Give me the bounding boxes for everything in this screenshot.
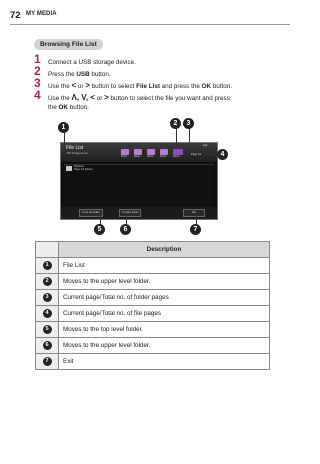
page-number: 72 (10, 10, 21, 21)
step-number: 1 (34, 52, 41, 66)
right-arrow-icon: > (104, 93, 109, 102)
row-badge: 6 (43, 341, 52, 350)
file-list-screen (60, 142, 218, 220)
callout-line (176, 128, 177, 144)
file-item[interactable]: MyMusic Page 1/1 (folder) (74, 165, 93, 171)
callout-6: 6 (120, 224, 131, 235)
table-row (36, 290, 270, 306)
step-number: 4 (34, 88, 41, 102)
callout-7: 7 (190, 224, 201, 235)
row-badge: 3 (43, 293, 52, 302)
row-badge: 7 (43, 357, 52, 366)
row-badge: 2 (43, 277, 52, 286)
left-arrow-icon: < (71, 81, 77, 90)
row-description: Moves to the top level folder. (59, 322, 270, 338)
table-row (36, 258, 270, 274)
table-row (36, 338, 270, 354)
table-header-row (36, 242, 270, 258)
table-row (36, 274, 270, 290)
callout-line (64, 132, 65, 144)
tab-label: Photo (121, 156, 128, 158)
row-badge: 1 (43, 261, 52, 270)
table-row (36, 306, 270, 322)
tab-icon[interactable] (121, 149, 129, 155)
row-description: Current page/Total no. of folder pages (59, 290, 270, 306)
tab-label: Folder (173, 156, 180, 158)
top-folder-button[interactable]: To the Top Folder (79, 209, 103, 217)
header-divider (10, 24, 290, 25)
section-heading: Browsing File List (34, 39, 103, 50)
section-title: MY MEDIA (26, 11, 57, 17)
callout-1: 1 (58, 122, 69, 133)
tab-label: Music (134, 156, 140, 158)
tab-icon[interactable] (160, 149, 168, 155)
folder-icon[interactable] (66, 166, 72, 171)
table-row (36, 322, 270, 338)
row-badge: 4 (43, 309, 52, 318)
file-page-counter: Page 1/1 (191, 153, 202, 156)
description-table (35, 241, 270, 370)
screen-title: File List (66, 145, 84, 151)
callout-4: 4 (217, 149, 228, 160)
tab-icon[interactable] (134, 149, 142, 155)
callout-3: 3 (183, 118, 194, 129)
folder-tab-icon[interactable] (173, 149, 183, 155)
row-badge: 5 (43, 325, 52, 334)
step-text: Connect a USB storage device. (48, 59, 136, 66)
step-text: Use the < or > button to select File List and press the OK button. (48, 81, 233, 90)
tab-label: Photo (160, 156, 167, 158)
table-row (36, 354, 270, 370)
exit-label[interactable]: Exit (203, 144, 208, 147)
callout-line (189, 128, 190, 142)
row-description: Moves to the upper level folder. (59, 338, 270, 354)
upper-folder-button[interactable]: To Upper Folder (119, 209, 141, 217)
tab-icon[interactable] (147, 149, 155, 155)
row-description: Exit (59, 354, 270, 370)
callout-5: 5 (94, 224, 105, 235)
step-number: 2 (34, 64, 41, 78)
table-header: Description (59, 242, 270, 258)
step-text: Use the Λ, V, < or > button to select the file you want and press the OK button. (48, 93, 230, 111)
tab-label: Movie (147, 156, 154, 158)
step-number: 3 (34, 76, 41, 90)
callout-line (204, 154, 216, 155)
row-description: Current page/Total no. of file pages (59, 306, 270, 322)
row-description: File List (59, 258, 270, 274)
screen-subtitle: USB Storage Device (66, 152, 88, 155)
exit-button[interactable]: Exit (183, 209, 205, 217)
callout-2: 2 (170, 118, 181, 129)
step-text: Press the USB button. (48, 71, 111, 78)
row-description: Moves to the upper level folder. (59, 274, 270, 290)
direction-arrows-icon: Λ, V, < (71, 93, 95, 102)
table-header-empty (36, 242, 59, 258)
right-arrow-icon: > (85, 81, 90, 90)
